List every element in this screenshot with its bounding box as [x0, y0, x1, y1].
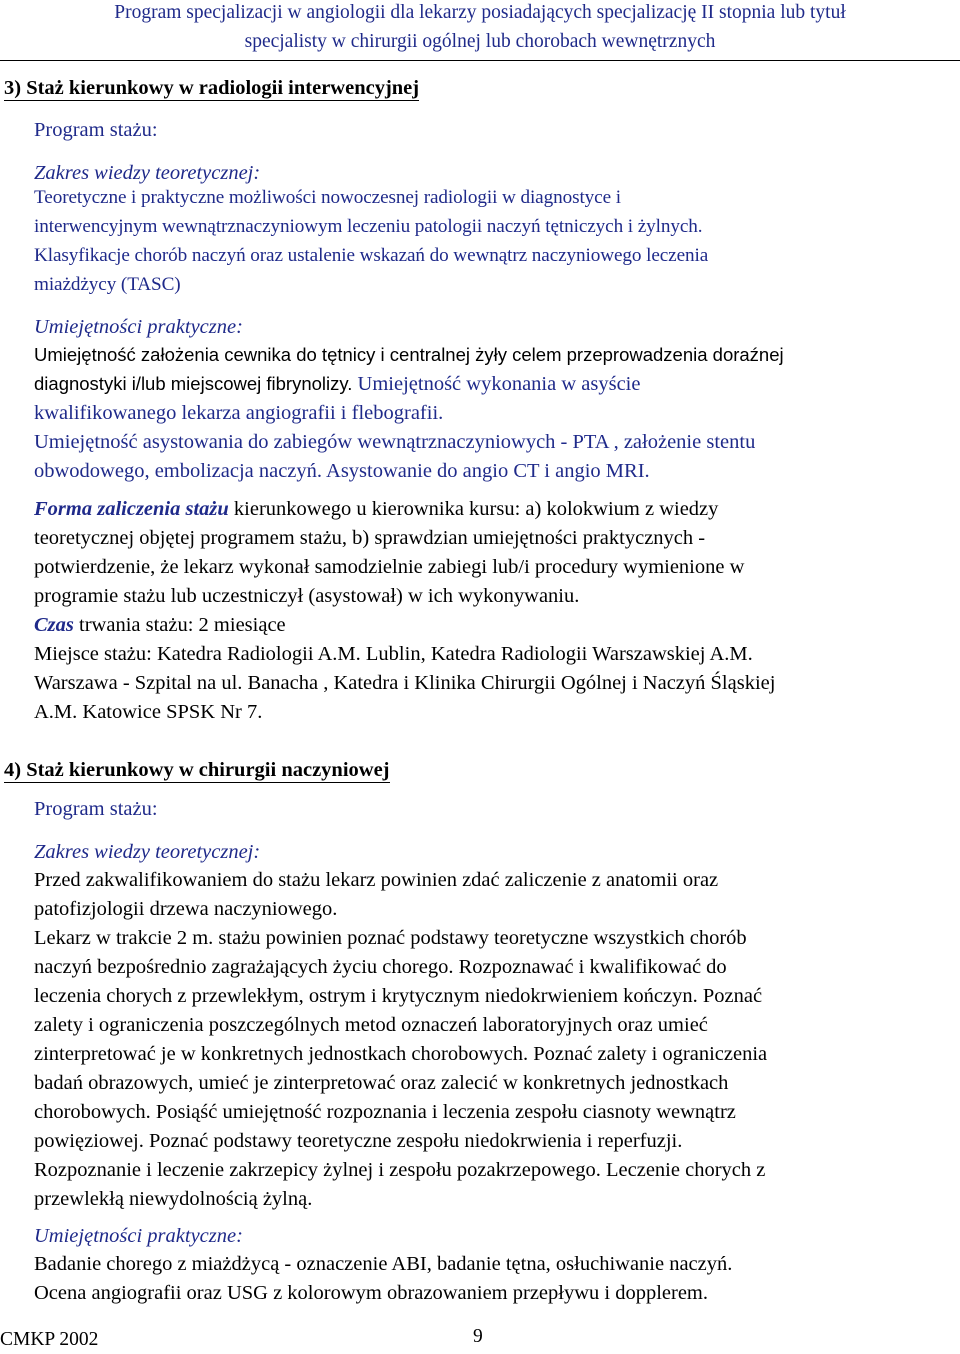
text-line: Rozpoznanie i leczenie zakrzepicy żylnej i zespołu pozakrzepowego. Leczenie chorych z	[34, 1159, 766, 1181]
section-4-program-label: Program stażu:	[34, 798, 158, 820]
header-rule	[0, 60, 960, 61]
text-line	[34, 369, 954, 399]
section-4-umiejetnosci-text	[34, 1250, 954, 1308]
text-line	[34, 611, 954, 640]
text-line: Lekarz w trakcie 2 m. stażu powinien poznać podstawy teoretyczne wszystkich chorób	[34, 927, 747, 949]
text-fragment: kierunkowego u kierownika kursu: a) kolokwium z wiedzy	[228, 498, 719, 520]
text-fragment: Umiejętność wykonania w asyście	[352, 373, 641, 395]
page-number: 9	[473, 1326, 483, 1347]
text-line: Teoretyczne i praktyczne możliwości nowoczesnej radiologii w diagnostyce i	[34, 187, 621, 208]
header-line-1: Program specjalizacji w angiologii dla lekarzy posiadających specjalizację II stopnia lub tytuł	[114, 2, 846, 23]
text-line: Klasyfikacje chorób naczyń oraz ustalenie wskazań do wewnątrz naczyniowego leczenia	[34, 245, 709, 266]
section-3-zakres-text	[34, 183, 954, 299]
text-line: patofizjologii drzewa naczyniowego.	[34, 898, 338, 920]
text-line: zalety i ograniczenia poszczególnych metod oznaczeń laboratoryjnych oraz umieć	[34, 1014, 708, 1036]
text-line: teoretycznej objętej programem stażu, b) sprawdzian umiejętności praktycznych -	[34, 527, 706, 549]
text-line: A.M. Katowice SPSK Nr 7.	[34, 701, 263, 723]
text-line: Badanie chorego z miażdżycą - oznaczenie ABI, badanie tętna, osłuchiwanie naczyń.	[34, 1253, 733, 1275]
forma-label: Forma zaliczenia stażu	[34, 498, 229, 520]
section-4-umiejetnosci-label: Umiejętności praktyczne:	[34, 1225, 243, 1247]
text-line: Umiejętność założenia cewnika do tętnicy i centralnej żyły celem przeprowadzenia doraźnej	[34, 344, 784, 365]
text-line: przewlekłą niewydolnością żylną.	[34, 1188, 313, 1210]
text-line: obwodowego, embolizacja naczyń. Asystowanie do angio CT i angio MRI.	[34, 460, 650, 482]
section-3-zakres-label: Zakres wiedzy teoretycznej:	[34, 162, 261, 184]
text-line: programie stażu lub uczestniczył (asystował) w ich wykonywaniu.	[34, 585, 580, 607]
section-3-forma-text	[34, 495, 954, 727]
text-fragment: trwania stażu: 2 miesiące	[73, 614, 286, 636]
section-4-zakres-label: Zakres wiedzy teoretycznej:	[34, 841, 261, 863]
section-4-title: 4) Staż kierunkowy w chirurgii naczyniowej	[4, 759, 390, 781]
czas-label: Czas	[34, 614, 74, 636]
text-line: Miejsce stażu: Katedra Radiologii A.M. Lublin, Katedra Radiologii Warszawskiej A.M.	[34, 643, 753, 665]
text-line: Umiejętność asystowania do zabiegów wewnątrznaczyniowych - PTA , założenie stentu	[34, 431, 756, 453]
text-line: naczyń bezpośrednio zagrażających życiu chorego. Rozpoznawać i kwalifikować do	[34, 956, 727, 978]
text-line: leczenia chorych z przewlekłym, ostrym i krytycznym niedokrwieniem kończyn. Poznać	[34, 985, 763, 1007]
section-3-program-label: Program stażu:	[34, 119, 158, 141]
text-line	[34, 495, 954, 524]
text-fragment: diagnostyki i/lub miejscowej fibrynolizy.	[34, 373, 353, 394]
text-line: zinterpretować je w konkretnych jednostkach chorobowych. Poznać zalety i ograniczenia	[34, 1043, 768, 1065]
text-line: chorobowych. Posiąść umiejętność rozpoznania i leczenia zespołu ciasnoty wewnątrz	[34, 1101, 736, 1123]
text-line: Przed zakwalifikowaniem do stażu lekarz powinien zdać zaliczenie z anatomii oraz	[34, 869, 719, 891]
text-line: miażdżycy (TASC)	[34, 274, 181, 295]
page-header	[0, 0, 960, 56]
section-3-title: 3) Staż kierunkowy w radiologii interwencyjnej	[4, 77, 420, 99]
text-line: powięziowej. Poznać podstawy teoretyczne zespołu niedokrwienia i reperfuzji.	[34, 1130, 683, 1152]
section-3-umiejetnosci-label: Umiejętności praktyczne:	[34, 316, 243, 338]
text-line: badań obrazowych, umieć je zinterpretować oraz zalecić w konkretnych jednostkach	[34, 1072, 729, 1094]
text-line: Ocena angiografii oraz USG z kolorowym obrazowaniem przepływu i dopplerem.	[34, 1282, 708, 1304]
footer-label: CMKP 2002	[0, 1329, 99, 1350]
header-line-2: specjalisty w chirurgii ogólnej lub chorobach wewnętrznych	[244, 31, 716, 52]
section-3-umiejetnosci-text	[34, 340, 954, 486]
text-line: Warszawa - Szpital na ul. Banacha , Katedra i Klinika Chirurgii Ogólnej i Naczyń Śląskiej	[34, 672, 776, 694]
text-line: potwierdzenie, że lekarz wykonał samodzielnie zabiegi lub/i procedury wymienione w	[34, 556, 745, 578]
text-line: interwencyjnym wewnątrznaczyniowym leczeniu patologii naczyń tętniczych i żylnych.	[34, 216, 703, 237]
section-4-zakres-text	[34, 866, 954, 1214]
text-line: kwalifikowanego lekarza angiografii i flebografii.	[34, 402, 444, 424]
